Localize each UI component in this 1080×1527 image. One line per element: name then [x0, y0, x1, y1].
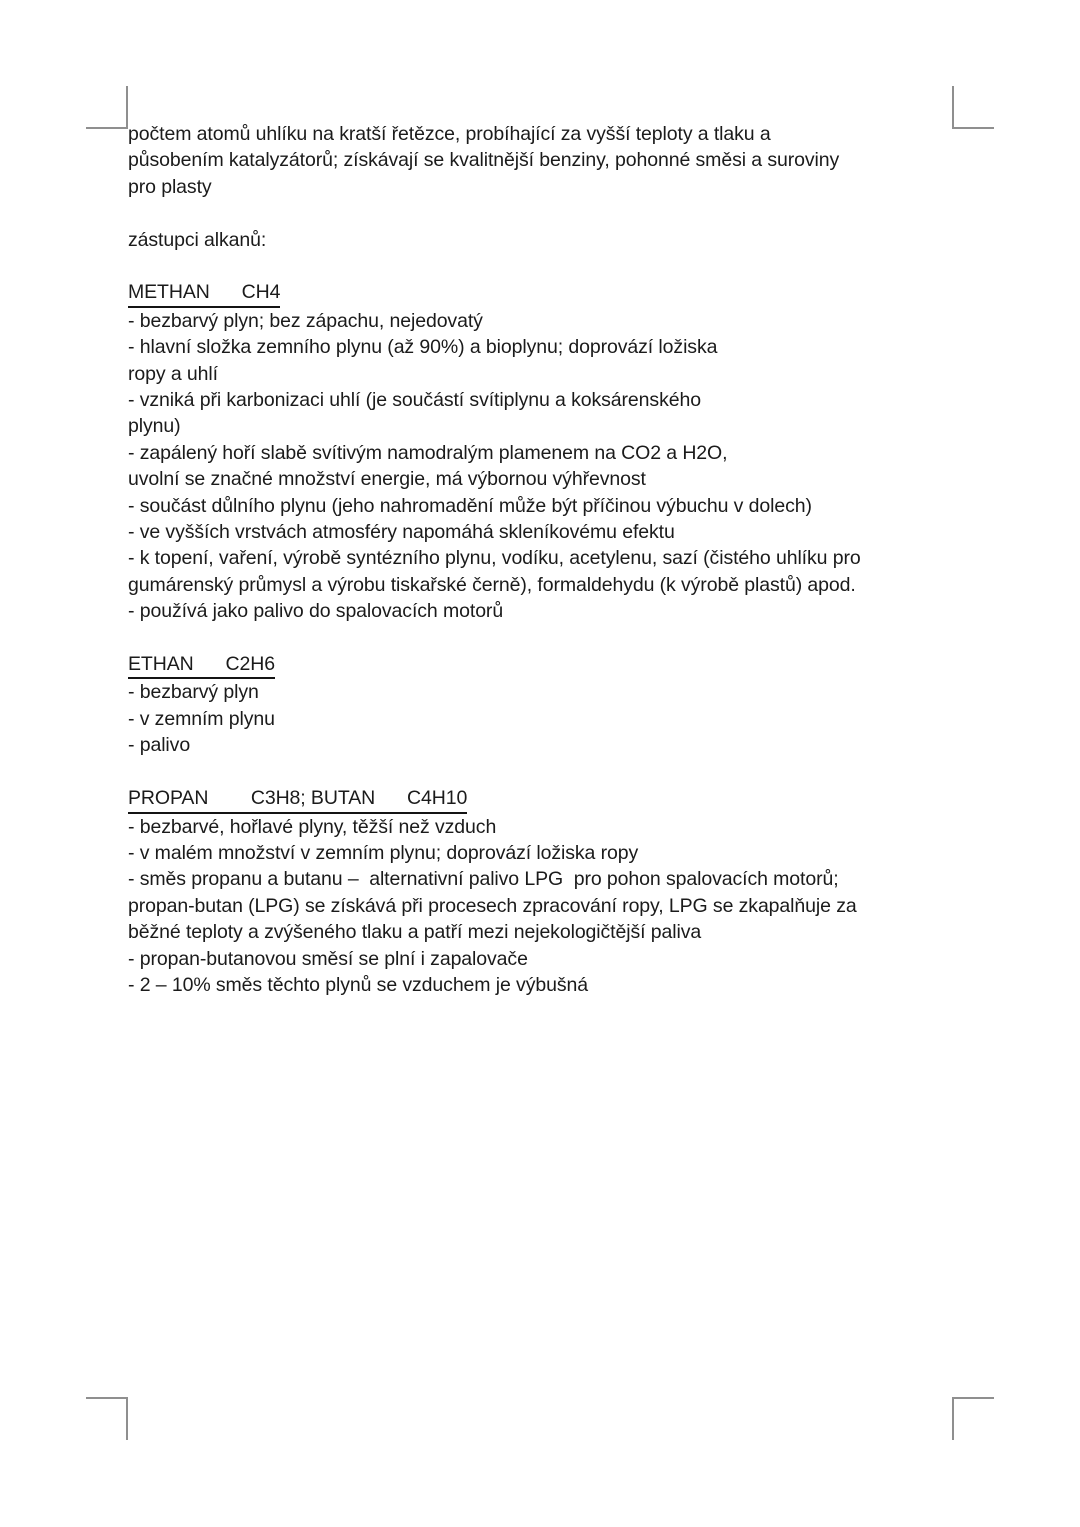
text-line: - v malém množství v zemním plynu; doprovází ložiska ropy: [128, 841, 639, 864]
section-heading-ethan: [128, 651, 970, 679]
text-line: běžné teploty a zvýšeného tlaku a patří mezi nejekologičtější paliva: [128, 921, 702, 944]
text-line: - bezbarvý plyn: [128, 681, 259, 704]
text-line: - bezbarvý plyn; bez zápachu, nejedovatý: [128, 309, 483, 332]
text-line: - hlavní složka zemního plynu (až 90%) a bioplynu; doprovází ložiska: [128, 336, 718, 359]
section-methan: [128, 279, 970, 624]
blank-line: [128, 625, 970, 651]
text-line: pro plasty: [128, 175, 212, 198]
text-line: - směs propanu a butanu – alternativní palivo LPG pro pohon spalovacích motorů;: [128, 868, 839, 891]
list-intro-line: zástupci alkanů:: [128, 228, 267, 251]
text-line: - vzniká při karbonizaci uhlí (je součástí svítiplynu a koksárenského: [128, 389, 701, 412]
text-line: počtem atomů uhlíku na kratší řetězce, probíhající za vyšší teploty a tlaku a: [128, 123, 771, 145]
intro-paragraph: [128, 121, 970, 200]
text-line: - propan-butanovou směsí se plní i zapalovače: [128, 947, 528, 970]
blank-line: [128, 759, 970, 785]
text-line: - používá jako palivo do spalovacích motorů: [128, 600, 504, 623]
text-line: - součást důlního plynu (jeho nahromadění může být příčinou výbuchu v dolech): [128, 494, 812, 517]
text-line: - zapálený hoří slabě svítivým namodralým plamenem na CO2 a H2O,: [128, 441, 728, 464]
crop-mark-bottom-right-icon: [952, 1397, 994, 1440]
section-propan-butan: [128, 785, 970, 998]
text-line: - ve vyšších vrstvách atmosféry napomáhá skleníkovému efektu: [128, 521, 675, 544]
text-line: - palivo: [128, 734, 191, 757]
text-line: - v zemním plynu: [128, 707, 275, 730]
section-ethan: [128, 651, 970, 759]
section-heading-methan: [128, 279, 970, 307]
text-line: uvolní se značné množství energie, má výbornou výhřevnost: [128, 468, 646, 491]
text-line: ropy a uhlí: [128, 362, 218, 385]
text-line: propan-butan (LPG) se získává při procesech zpracování ropy, LPG se zkapalňuje za: [128, 894, 857, 917]
crop-mark-top-left-icon: [86, 86, 128, 129]
text-line: - 2 – 10% směs těchto plynů se vzduchem je výbušná: [128, 973, 588, 996]
text-line: - k topení, vaření, výrobě syntézního plynu, vodíku, acetylenu, sazí (čistého uhlíku pro: [128, 547, 861, 570]
crop-mark-bottom-left-icon: [86, 1397, 128, 1440]
page-content: [128, 121, 970, 998]
section-heading-propan-butan: [128, 785, 970, 813]
text-line: gumárenský průmysl a výrobu tiskařské černě), formaldehydu (k výrobě plastů) apod.: [128, 573, 856, 596]
text-line: působením katalyzátorů; získávají se kvalitnější benziny, pohonné směsi a suroviny: [128, 149, 840, 172]
heading-text: METHAN CH4: [128, 279, 280, 307]
text-line: plynu): [128, 415, 181, 438]
blank-line: [128, 200, 970, 226]
heading-text: ETHAN C2H6: [128, 651, 275, 679]
blank-line: [128, 253, 970, 279]
text-line: - bezbarvé, hořlavé plyny, těžší než vzduch: [128, 815, 497, 838]
heading-text: PROPAN C3H8; BUTAN C4H10: [128, 785, 467, 813]
